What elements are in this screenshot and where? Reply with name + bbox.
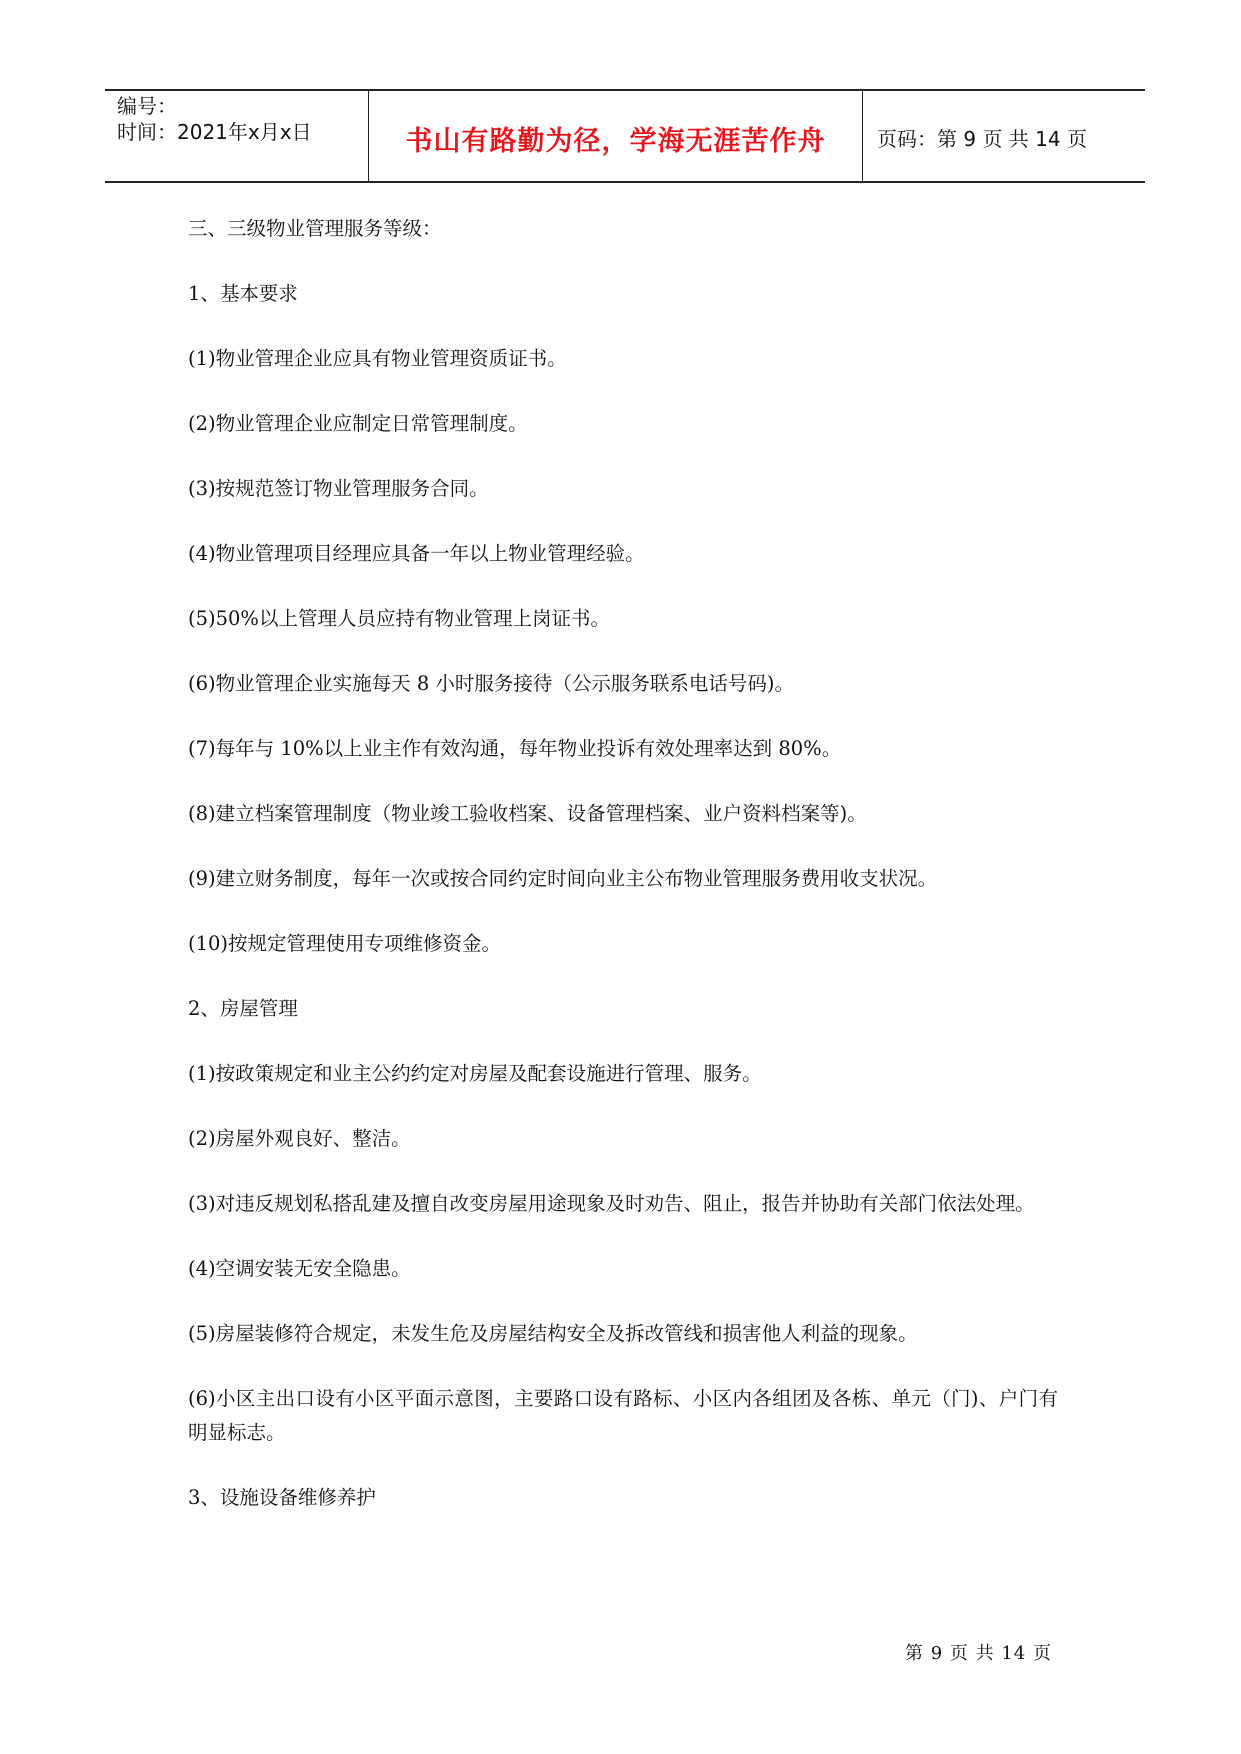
list-item: (6)物业管理企业实施每天 8 小时服务接待（公示服务联系电话号码)。 <box>188 672 795 695</box>
document-body <box>188 212 1058 1546</box>
subsection-heading: 1、基本要求 <box>188 282 298 305</box>
list-item: (8)建立档案管理制度（物业竣工验收档案、设备管理档案、业户资料档案等)。 <box>188 802 867 825</box>
page-footer: 第 9 页 共 14 页 <box>905 1643 1052 1664</box>
header-page-code <box>863 91 1145 183</box>
section-heading: 三、三级物业管理服务等级： <box>188 217 442 240</box>
list-item: (4)空调安装无安全隐患。 <box>188 1257 411 1280</box>
list-item: (2)物业管理企业应制定日常管理制度。 <box>188 412 528 435</box>
list-item: (2)房屋外观良好、整洁。 <box>188 1127 411 1150</box>
list-item: (1)按政策规定和业主公约约定对房屋及配套设施进行管理、服务。 <box>188 1062 762 1085</box>
document-header <box>105 89 1145 183</box>
list-item: (3)按规范签订物业管理服务合同。 <box>188 477 489 500</box>
list-item: (9)建立财务制度，每年一次或按合同约定时间向业主公布物业管理服务费用收支状况。 <box>188 867 938 890</box>
header-motto-cell <box>369 91 863 183</box>
list-item: (5)50%以上管理人员应持有物业管理上岗证书。 <box>188 607 610 630</box>
list-item: (5)房屋装修符合规定，未发生危及房屋结构安全及拆改管线和损害他人利益的现象。 <box>188 1322 918 1345</box>
list-item: (3)对违反规划私搭乱建及擅自改变房屋用途现象及时劝告、阻止，报告并协助有关部门依法处理。 <box>188 1192 1035 1215</box>
number-label: 编号： <box>117 94 177 118</box>
list-item: (10)按规定管理使用专项维修资金。 <box>188 932 502 955</box>
list-item: (7)每年与 10%以上业主作有效沟通，每年物业投诉有效处理率达到 80%。 <box>188 737 842 760</box>
time-label: 时间：2021年x月x日 <box>117 120 312 144</box>
subsection-heading: 3、设施设备维修养护 <box>188 1486 376 1509</box>
list-item: (1)物业管理企业应具有物业管理资质证书。 <box>188 347 567 370</box>
page-code-text: 页码：第 9 页 共 14 页 <box>877 126 1087 151</box>
header-meta <box>105 91 369 183</box>
list-item: (6)小区主出口设有小区平面示意图，主要路口设有路标、小区内各组团及各栋、单元（门)、户门有明显标志。 <box>188 1387 1058 1444</box>
list-item: (4)物业管理项目经理应具备一年以上物业管理经验。 <box>188 542 645 565</box>
motto-text: 书山有路勤为径，学海无涯苦作舟 <box>405 125 826 157</box>
subsection-heading: 2、房屋管理 <box>188 997 298 1020</box>
